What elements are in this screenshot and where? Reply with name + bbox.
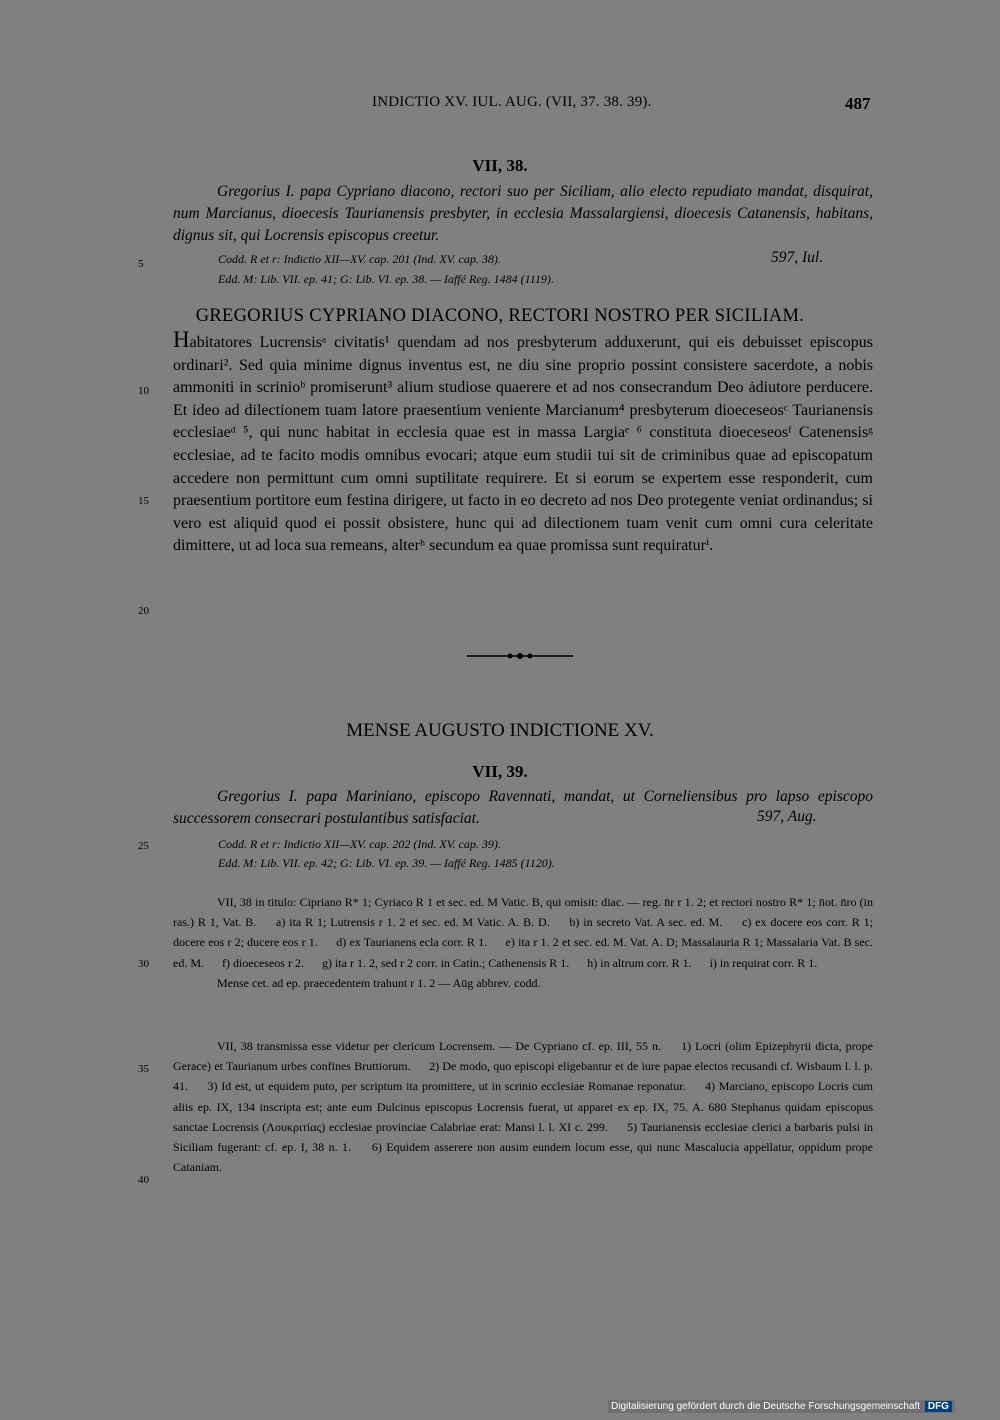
codd-2: Codd. R et r: Indictio XII—XV. cap. 202 (Ind. XV. cap. 39). <box>218 837 501 851</box>
line-number: 10 <box>138 385 149 397</box>
line-number: 15 <box>138 495 149 507</box>
line-number: 35 <box>138 1063 149 1075</box>
footer-text: Digitalisierung gefördert durch die Deutsche Forschungsgemeinschaft <box>611 1401 921 1412</box>
date-2: 597, Aug. <box>757 808 817 825</box>
letter-summary-1 <box>173 181 873 247</box>
letter-number-2: VII, 39. <box>472 762 528 781</box>
line-number: 40 <box>138 1174 149 1186</box>
historical-notes-text: VII, 38 transmissa esse videtur per clericum Locrensem. — De Cypriano cf. ep. III, 55 n. 1) Locri (olim Epizephyrii dicta, prope Gerace) et Taurianum urbes confines Bruttiorum. 2) De modo, quo episcopi eligebantur et de iure papae electos recusandi cf. Wisbaum l. l. p. 41. 3) Id est, ut equidem puto, per scriptum ita promittere, ut in scrinio ecclesiae Romanae reponatur. 4) Marciano, episcopo Locris cum aliis ep. IX, 134 inscripta est; ante eum Dulcinus episcopus Locrensis fuerat, ut apparet ex ep. IX, 75. A. 680 Stephanus quidam episcopus sanctae Locrensis (Λουκριτίας) ecclesiae provinciae Calabriae erat: Mansi l. l. XI c. 299. 5) Taurianensis ecclesiae clerici a barbaris pulsi in Siciliam fugerant: cf. ep. I, 38 n. 1. 6) Equidem asserere non ausim eundem locum esse, qui nunc Mascalucia appellatur, oppidum prope Cataniam. <box>173 1039 873 1175</box>
letter-number-1: VII, 38. <box>472 156 528 175</box>
summary-text: Gregorius I. papa Mariniano, episcopo Ravennati, mandat, ut Corneliensibus pro lapso episcopo successorem consecrari postulantibus satisfaciat. <box>173 788 873 827</box>
line-number: 5 <box>138 258 144 270</box>
mense-note: Mense cet. ad ep. praecedentem trahunt r 1. 2 — Aūg abbrev. codd. <box>217 975 541 990</box>
date-1: 597, Iul. <box>771 249 824 266</box>
dfg-logo: DFG <box>925 1401 952 1412</box>
letter-text: abitatores Lucrensisᵃ civitatis¹ quendam ad nos presbyterum adduxerunt, qui eis debuisset episcopus ordinari². Sed quia minime dignus inventus est, ne diu sine proprio possint consistere sacerdote, a nobis ammoniti in scrinioᵇ promiserunt³ alium studiose quaerere et ad nos consecrandum Deo ȧdiutore perducere. Et ideo ad dilectionem tuam latore praesentium veniente Marcianum⁴ presbyterum dioeceseosᶜ Taurianensis ecclesiaeᵈ ⁵, qui nunc habitat in ecclesia quae est in massa Largiaᵉ ⁶ constituta dioeceseosᶠ Catenensisᵍ ecclesiae, ad te facito modis omnibus evocari; atque eum studii tui sit de criminibus quae ad episcopatum accedere non permittunt cum omni suptilitate requirere. Et si eorum se expertem esse responderit, cum praesentium portitore eum festina dirigere, ut facto in eo decreto ad nos Deo protegente veniat ordinandus; si vero est aliquid quod ei possit obsistere, hunc qui ad dilectionem tuam venit cum omni cura celeritate dimittere, ut ad loca sua remeans, alterʰ secundum ea quae promissa sunt requiraturⁱ. <box>173 334 873 555</box>
edd-2: Edd. M: Lib. VII. ep. 42; G: Lib. VI. ep. 39. — Iaffé Reg. 1485 (1120). <box>218 856 555 870</box>
critical-notes: VII, 38 in titulo: Cipriano R* 1; Cyriaco R 1 et sec. ed. M Vatic. B, qui omisit: diac. — reg. n̄r r 1. 2; et rectori nostro R* 1; n̄ot. n̄ro (in ras.) R 1, Vat. B. a) ita R 1; Lutrensis r 1. 2 et sec. ed. M Vatic. A. B. D. b) in secreto Vat. A sec. ed. M. c) ex docere eos corr. R 1; docere eos r 2; ducere eos r 1. d) ex Taurianens ecla corr. R 1. e) ita r 1. 2 et sec. ed. M. Vat. A. D; Massalauria R 1; Massalaria Vat. B sec. ed. M. f) dioeceseos r 2. g) ita r 1. 2, sed r 2 corr. in Catin.; Cathenensis R 1. h) in altrum corr. R 1. i) in requirat corr. R 1. <box>173 895 873 970</box>
historical-notes <box>173 1036 873 1177</box>
running-title: INDICTIO XV. IUL. AUG. (VII, 37. 38. 39). <box>372 94 652 110</box>
codd-1: Codd. R et r: Indictio XII—XV. cap. 201 (Ind. XV. cap. 38). <box>218 252 501 266</box>
ornament-divider <box>465 649 575 663</box>
critical-apparatus <box>173 892 873 993</box>
line-number: 20 <box>138 605 149 617</box>
letter-address: GREGORIUS CYPRIANO DIACONO, RECTORI NOSTRO PER SICILIAM. <box>195 306 805 326</box>
page-number: 487 <box>845 94 871 113</box>
initial-capital: H <box>173 327 190 352</box>
edd-1: Edd. M: Lib. VII. ep. 41; G: Lib. VI. ep. 38. — Iaffé Reg. 1484 (1119). <box>218 272 554 286</box>
summary-text: Gregorius I. papa Cypriano diacono, rectori suo per Siciliam, alio electo repudiato mandat, disquirat, num Marcianus, dioecesis Taurianensis presbyter, in ecclesia Massalargiensi, dioecesis Catanensis, habitans, dignus sit, qui Locrensis episcopus creetur. <box>173 183 873 244</box>
section-heading: MENSE AUGUSTO INDICTIONE XV. <box>346 720 654 741</box>
letter-body-1 <box>173 327 873 558</box>
line-number: 25 <box>138 840 149 852</box>
line-number: 30 <box>138 958 149 970</box>
footer-credit <box>608 1400 955 1413</box>
